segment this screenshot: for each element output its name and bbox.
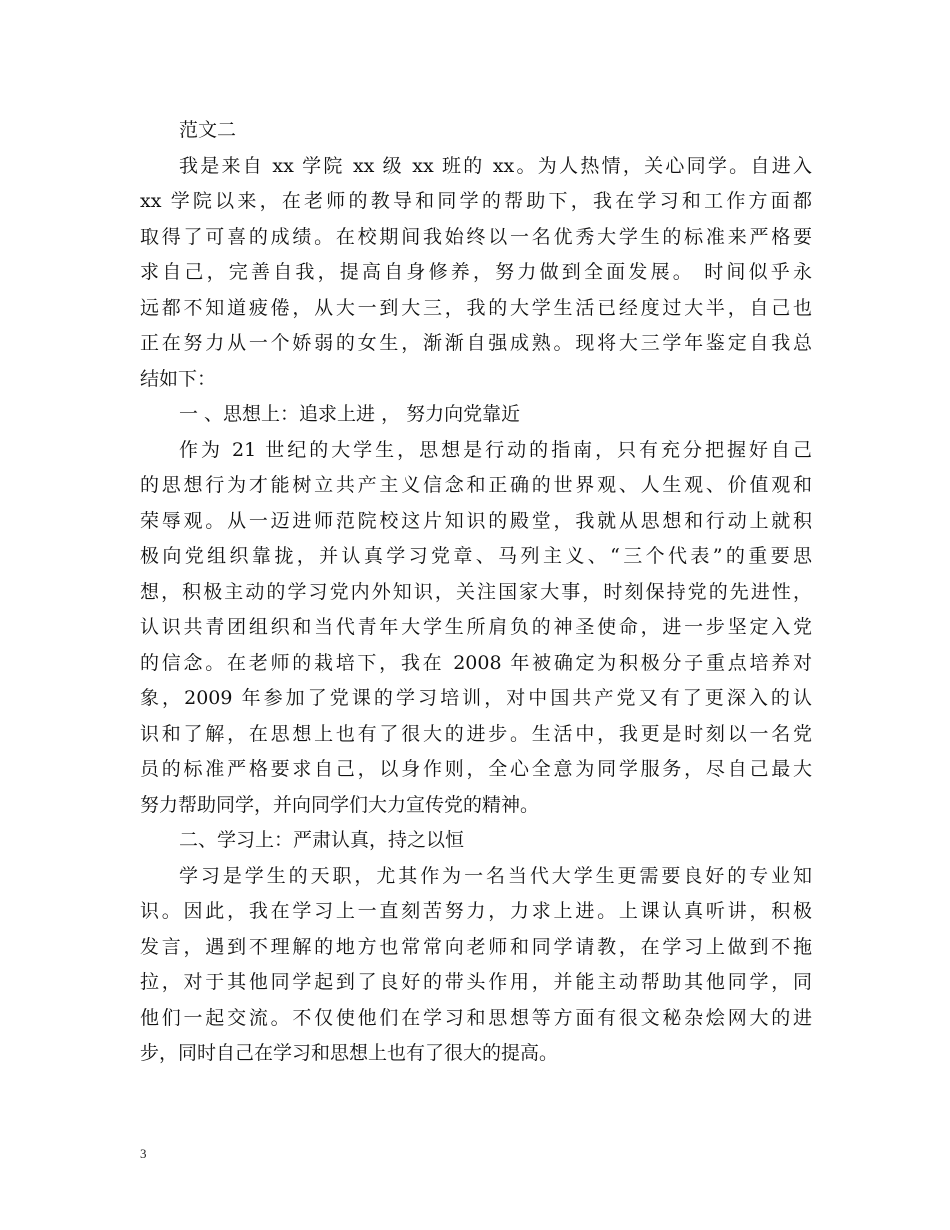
document-title: 范文二 — [179, 119, 237, 141]
text-line: 远都不知道疲倦，从大一到大三，我的大学生活已经度过大半，自己也 — [140, 296, 812, 319]
text-line: 拉，对于其他同学起到了良好的带头作用，并能主动帮助其他同学，同 — [140, 971, 812, 993]
text-line: 极向党组织靠拢，并认真学习党章、马列主义、“三个代表”的重要思 — [140, 545, 812, 567]
text-line: 的思想行为才能树立共产主义信念和正确的世界观、人生观、价值观和 — [140, 474, 812, 496]
text-line: 发言，遇到不理解的地方也常常向老师和同学请教，在学习上做到不拖 — [140, 935, 812, 958]
text-line: 识。因此，我在学习上一直刻苦努力，力求上进。上课认真听讲，积极 — [140, 900, 812, 922]
page-number: 3 — [140, 1146, 147, 1161]
text-line: xx 学院以来，在老师的教导和同学的帮助下，我在学习和工作方面都 — [140, 190, 812, 212]
text-line: 步，同时自己在学习和思想上也有了很大的提高。 — [140, 1042, 559, 1064]
text-line: 求自己，完善自我，提高自身修养，努力做到全面发展。 时间似乎永 — [140, 261, 812, 283]
text-line: 正在努力从一个娇弱的女生，渐渐自强成熟。现将大三学年鉴定自我总 — [140, 332, 812, 354]
text-line: 结如下： — [140, 367, 217, 390]
text-line: 他们一起交流。不仅使他们在学习和思想等方面有很文秘杂烩网大的进 — [140, 1006, 812, 1029]
text-line: 学习是学生的天职，尤其作为一名当代大学生更需要良好的专业知 — [179, 864, 812, 887]
text-line: 作为 21 世纪的大学生，思想是行动的指南，只有充分把握好自己 — [179, 438, 812, 461]
text-line: 二、学习上：严肃认真，持之以恒 — [179, 829, 465, 851]
text-line: 的信念。在老师的栽培下，我在 2008 年被确定为积极分子重点培养对 — [140, 651, 812, 674]
text-line: 象，2009 年参加了党课的学习培训，对中国共产党又有了更深入的认 — [140, 687, 812, 709]
text-line: 识和了解，在思想上也有了很大的进步。生活中，我更是时刻以一名党 — [140, 722, 812, 745]
document-body — [140, 113, 812, 1072]
text-line: 员的标准严格要求自己，以身作则，全心全意为同学服务，尽自己最大 — [140, 758, 812, 780]
text-line: 取得了可喜的成绩。在校期间我始终以一名优秀大学生的标准来严格要 — [140, 225, 812, 248]
text-line: 努力帮助同学，并向同学们大力宣传党的精神。 — [140, 793, 540, 816]
text-line: 想，积极主动的学习党内外知识，关注国家大事，时刻保持党的先进性， — [140, 580, 812, 603]
text-line: 一 、思想上：追求上进 ， 努力向党靠近 — [179, 403, 521, 425]
text-line: 我是来自 xx 学院 xx 级 xx 班的 xx。为人热情，关心同学。自进入 — [179, 154, 812, 177]
text-line: 认识共青团组织和当代青年大学生所肩负的神圣使命，进一步坚定入党 — [140, 616, 812, 638]
text-line: 荣辱观。从一迈进师范院校这片知识的殿堂，我就从思想和行动上就积 — [140, 509, 812, 532]
